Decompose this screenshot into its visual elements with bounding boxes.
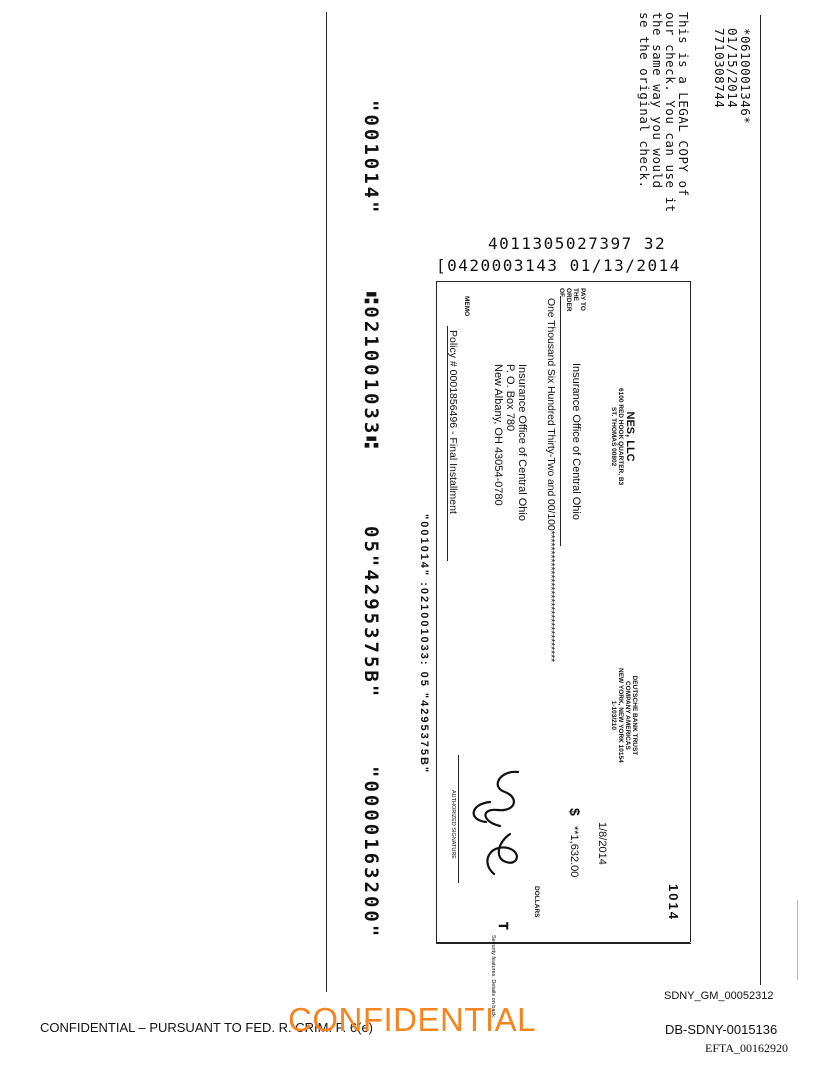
payee-line <box>560 296 561 546</box>
signature-label: AUTHORIZED SIGNATURE <box>450 790 456 859</box>
pay-to-label: PAY TO THE ORDER OF <box>558 288 586 312</box>
security-note: Security features. Details on back. <box>490 935 496 1019</box>
bank-routing-fraction: 1-103/210 <box>610 700 617 731</box>
memo-text: Policy # 0001856496 - Final Installment <box>447 330 459 514</box>
legal-copy-notice-line: our check. You can use it <box>663 12 678 213</box>
address-line: P. O. Box 780 <box>504 364 516 432</box>
bates-number-2: DB-SDNY-0015136 <box>665 1022 778 1037</box>
signature-line <box>458 755 459 883</box>
legal-copy-number: 7710308744 <box>712 28 727 109</box>
legal-copy-notice <box>638 12 690 213</box>
micr-check-number: "001014" <box>360 100 382 216</box>
legal-copy-notice-line: This is a LEGAL COPY of <box>676 12 691 197</box>
stamp-line-2: [0420003143 01/13/2014 <box>436 256 681 275</box>
legal-copy-notice-line: the same way you would <box>650 12 665 189</box>
address-line: New Albany, OH 43054-0780 <box>492 364 504 506</box>
confidential-stamp: CONFIDENTIAL <box>288 1001 537 1038</box>
bank-address: NEW YORK, NEW YORK 10154 <box>617 668 624 763</box>
payer-address-2: ST. THOMAS 00802 <box>610 406 617 467</box>
memo-line <box>447 326 448 561</box>
check-date: 1/8/2014 <box>596 822 608 865</box>
micr-routing: ⑆021001033⑆ <box>360 292 382 451</box>
payer-address-1: 6100 RED HOOK QUARTER, B3 <box>617 388 624 486</box>
bank-name-1: DEUTSCHE BANK TRUST <box>631 675 638 756</box>
micr-account: 05"4295375B" <box>360 526 382 700</box>
footer-confidential-notice: CONFIDENTIAL – PURSUANT TO FED. R. CRIM. P. 6(e) <box>40 1020 374 1035</box>
amount-symbol: $ <box>567 808 583 816</box>
amount-words: One Thousand Six Hundred Thirty-Two and 00/100********************************* <box>545 298 557 663</box>
legal-copy-code: *0610001346* <box>738 28 753 125</box>
mailing-address <box>492 364 528 521</box>
check-micr-line: "001014" :021001033: 05 "4295375B" <box>418 514 430 775</box>
legal-copy-date: 01/15/2014 <box>725 28 740 109</box>
scan-border-left <box>326 12 327 992</box>
stamp-line-1: 4011305027397 32 <box>488 234 667 253</box>
check-right-edge <box>690 281 691 942</box>
dollars-label: DOLLARS <box>533 886 540 918</box>
bates-number-1: SDNY_GM_00052312 <box>664 990 774 1002</box>
scan-border-right <box>760 15 761 985</box>
bank-name-2: COMPANY AMERICAS <box>624 680 631 750</box>
bank-block <box>610 668 638 763</box>
check-number: 1014 <box>666 884 681 921</box>
legal-copy-notice-line: se the original check. <box>637 12 652 189</box>
amount-numeric: **1,632.00 <box>568 826 580 878</box>
legal-copy-block <box>713 28 752 124</box>
bates-number-3: EFTA_00162920 <box>705 1041 789 1055</box>
payer-block <box>610 388 636 485</box>
micr-amount: "0000163200" <box>360 766 382 940</box>
check-bottom-edge <box>436 942 690 943</box>
scan-edge-far-right <box>797 900 798 980</box>
payee-name: Insurance Office of Central Ohio <box>570 363 582 520</box>
memo-label: MEMO <box>463 296 470 317</box>
signature-image <box>460 762 530 882</box>
payer-name: NES, LLC <box>624 411 636 462</box>
address-line: Insurance Office of Central Ohio <box>516 364 528 521</box>
security-icon: 𝐓 <box>496 922 510 930</box>
